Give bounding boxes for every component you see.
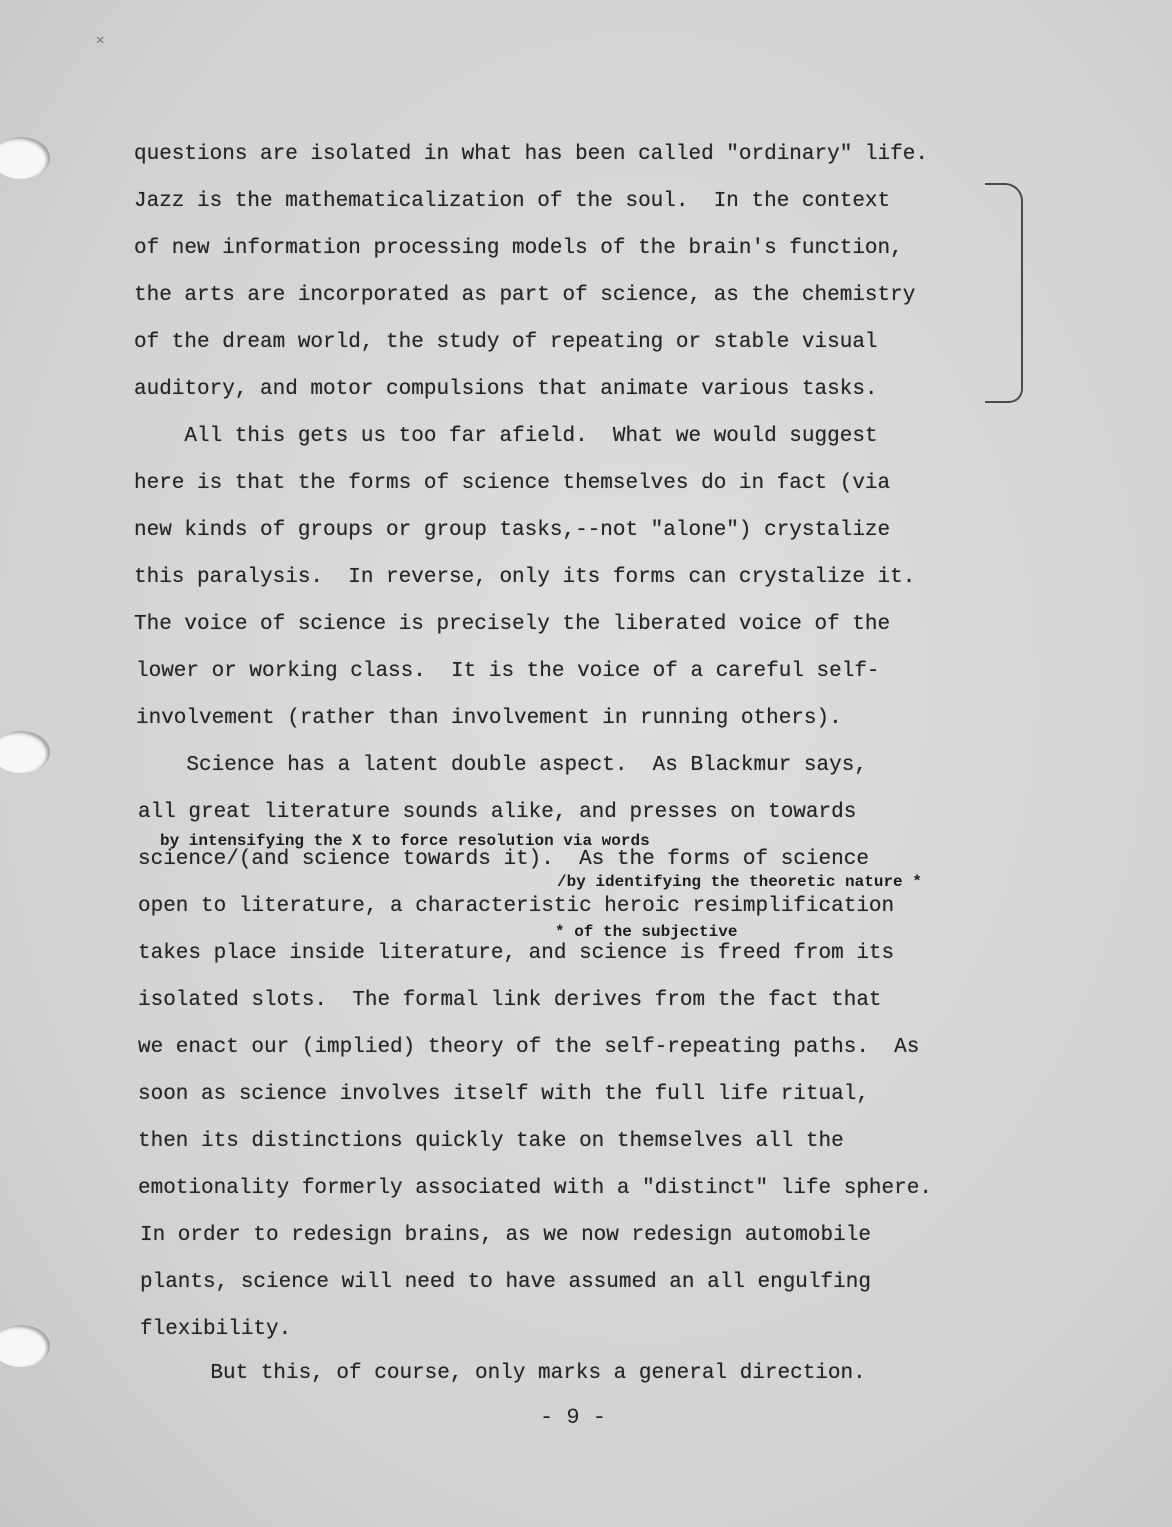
text-line: Science has a latent double aspect. As Blackmur says, [136,754,867,777]
text-line: lower or working class. It is the voice of a careful self- [136,660,880,683]
text-line: auditory, and motor compulsions that animate various tasks. [134,378,878,401]
page-number: - 9 - [540,1405,607,1430]
text-line: open to literature, a characteristic heroic resimplification [138,895,895,918]
punch-hole-middle [0,731,50,773]
text-line: The voice of science is precisely the liberated voice of the [134,613,891,636]
text-line: this paralysis. In reverse, only its forms can crystalize it. [134,566,916,589]
text-line: of the dream world, the study of repeating or stable visual [134,331,878,354]
text-line: soon as science involves itself with the full life ritual, [138,1083,869,1106]
text-line: here is that the forms of science themselves do in fact (via [134,472,891,495]
text-line: questions are isolated in what has been called "ordinary" life. [134,143,928,166]
margin-bracket [985,183,1023,403]
text-line: all great literature sounds alike, and presses on towards [138,801,857,824]
text-line: In order to redesign brains, as we now redesign automobile [140,1224,871,1247]
text-line: plants, science will need to have assumed an all engulfing [140,1271,871,1294]
text-line: flexibility. [140,1318,292,1341]
text-line: takes place inside literature, and science is freed from its [138,942,895,965]
punch-hole-bottom [0,1325,50,1367]
handwritten-insert-below: * of the subjective [555,923,738,941]
paper-mark: ✕ [96,33,105,49]
text-line: Jazz is the mathematicalization of the soul. In the context [134,190,891,213]
handwritten-insert-right: /by identifying the theoretic nature * [557,873,922,891]
text-line: But this, of course, only marks a general direction. [160,1362,866,1385]
text-line: then its distinctions quickly take on themselves all the [138,1130,844,1153]
text-line: of new information processing models of the brain's function, [134,237,903,260]
handwritten-insert-above: by intensifying the X to force resolution via words [160,832,650,850]
text-line: involvement (rather than involvement in running others). [136,707,842,730]
text-line: we enact our (implied) theory of the self-repeating paths. As [138,1036,920,1059]
text-line: isolated slots. The formal link derives from the fact that [138,989,882,1012]
text-line: new kinds of groups or group tasks,--not "alone") crystalize [134,519,891,542]
text-line: science/(and science towards it). As the forms of science [138,848,869,871]
text-line: All this gets us too far afield. What we would suggest [134,425,878,448]
text-line: the arts are incorporated as part of science, as the chemistry [134,284,916,307]
text-line: emotionality formerly associated with a "distinct" life sphere. [138,1177,932,1200]
punch-hole-top [0,137,50,179]
